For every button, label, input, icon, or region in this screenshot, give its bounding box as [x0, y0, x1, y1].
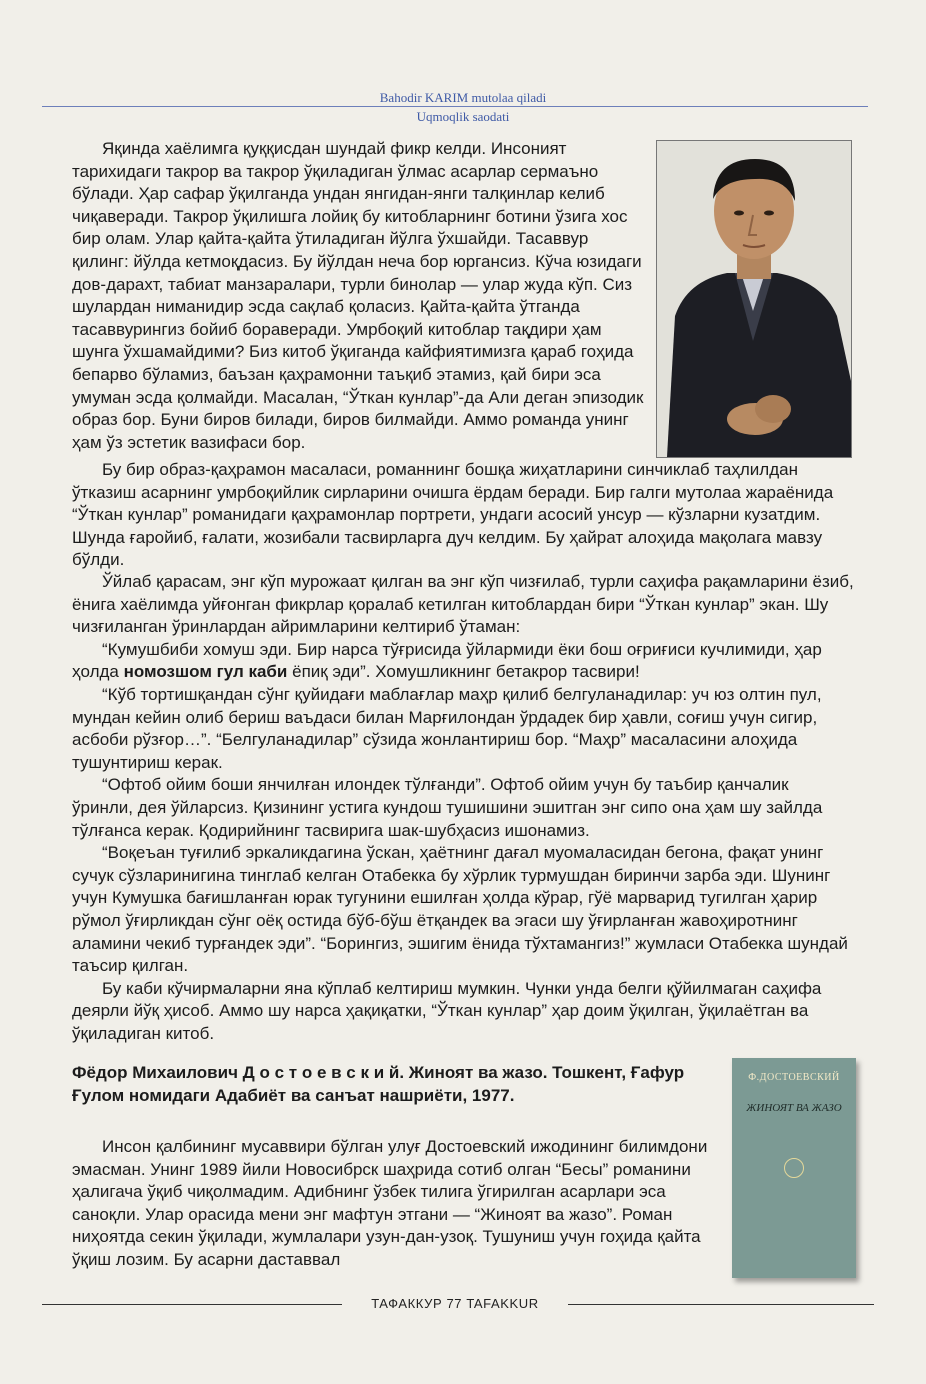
book-cover-author: Ф.ДОСТОЕВСКИЙ: [748, 1072, 840, 1083]
header-title-line: Uqmoqlik saodati: [416, 109, 510, 124]
book-cover-image: [732, 1058, 856, 1278]
paragraph-quote-kumush: [72, 639, 854, 684]
paragraph-quote-otabek: “Воқеъан туғилиб эркаликдагина ўскан, ҳаётнинг дағал муомаласидан бегона, фақат унинг сучук сўзларинигина тинглаб келган Отабекка бу хўрлик турмушдан биринчи зарба эди. Шунинг учун Кумушка бағишланған юрак тугунини ешилған ҳолда кўрар, гўё марварид тугилган ҳарир рўмол ўғирликдан сўнг оёқ остида бўб-бўш ётқандек ва эгаси шу ўғирланған жавоҳиротнинг аламини чекиб турғандек эди”. “Борингиз, эшигим ёнида тўхтамангиз!” жумласи Отабекка шундай таъсир қилган.: [72, 843, 848, 976]
intro-text-narrow: [72, 138, 644, 454]
book-heading: Фёдор Михаилович Д о с т о е в с к и й. Жиноят ва жазо. Тошкент, Ғафур Ғулом номидаги Адабиёт ва санъат нашриёти, 1977.: [72, 1063, 685, 1105]
quotes-section: [72, 571, 854, 1045]
footer-page-label: ТАФАККУР 77 TAFAKKUR: [371, 1296, 539, 1311]
book-cover-emblem-icon: [784, 1158, 804, 1178]
portrait-illustration: [657, 141, 851, 457]
footer-rule-right: [568, 1304, 874, 1305]
header-rule: [42, 106, 868, 107]
quote-kumush-after: ёпиқ эди”. Хомушликнинг бетакрор тасвири!: [287, 662, 640, 682]
author-portrait-photo: [656, 140, 852, 458]
paragraph-conclusion: Бу каби кўчирмаларни яна кўплаб келтириш мумкин. Чунки унда белги қўйилмаган саҳифа деярли йўқ ҳисоб. Аммо шу нарса ҳақиқатки, “Ўткан кунлар” ҳар доим ўқилган, ўқилаётган ва ўқиладиган китоб.: [72, 978, 822, 1043]
quote-kumush-bold: номозшом гул каби: [123, 662, 288, 682]
paragraph-quote-mahr: “Кўб тортишқандан сўнг қуйидағи маблағлар маҳр қилиб белгуланадилар: уч юз олтин пул, мундан кейин олиб бериш ваъдаси билан Марғилондан ўрдадек бир ҳавли, соғиш учун сигир, асбоби рўзғор…”. “Белгуланадилар” сўзида жонлантириш бор. “Маҳр” масаласини алоҳида тушунтириш керак.: [72, 684, 822, 772]
paragraph-quote-oftob: “Офтоб ойим боши янчилған илондек тўлғанди”. Офтоб ойим учун бу таъбир қанчалик ўринли, дея ўйларсиз. Қизининг устига кундош тушишини эшитган энг сипо она ҳам шу зайлда тўлғанса керак. Қодирийнинг тасвирига шак-шубҳасиз ишонамиз.: [72, 775, 823, 840]
intro-text-wide: [72, 459, 854, 572]
book-text: [72, 1136, 712, 1272]
paragraph-rereading: Ўйлаб қарасам, энг кўп мурожаат қилган ва энг кўп чизғилаб, турли саҳифа рақамларини ёзиб, ёнига хаёлимда уйғонган фикрлар қоралаб кетилган китоблардан бири “Ўткан кунлар” экан. Шу чизғиланган ўринлардан айримларини келтириб ўтаман:: [72, 572, 854, 637]
paragraph-dostoevsky: Инсон қалбининг мусаввири бўлган улуғ Достоевский ижодининг билимдони эмасман. Унинг 1989 йили Новосибрск шаҳрида сотиб олган “Бесы” романини ҳалигача ўқиб чиқолмадим. Адибнинг ўзбек тилига ўгирилган асарлари эса саноқли. Улар орасида мени энг мафтун этгани — “Жиноят ва жазо”. Роман ниҳоятда секин ўқилади, жумлалари узун-дан-узоқ. Тушуниш учун гоҳида қайта ўқиш лозим. Бу асарни даставвал: [72, 1137, 708, 1269]
quote-kumush-before: “Кумушбиби хомуш эди. Бир нарса тўғрисида ўйлармиди ёки бош оғриғиси кучлимиди, ҳар ҳолда: [72, 639, 822, 682]
book-cover-title: ЖИНОЯТ ВА ЖАЗО: [746, 1102, 842, 1114]
footer-rule-left: [42, 1304, 342, 1305]
paragraph-intro: Яқинда хаёлимга қуққисдан шундай фикр келди. Инсоният тарихидаги такрор ва такрор ўқиладиган ўлмас асарлар сермаъно бўлади. Ҳар сафар ўқилганда ундан янгидан-янги талқинлар келиб чиқаверади. Такрор ўқилишга лойиқ бу китобларнинг ботини ўзига хос бир олам. Улар қайта-қайта ўтиладиган йўлга ўхшайди. Тасаввур қилинг: йўлда кетмоқдасиз. Бу йўлдан неча бор юргансиз. Кўча юзидаги дов-дарахт, табиат манзаралари, турли бинолар — улар жуда кўп. Сиз шулардан ниманидир эсда сақлаб қоласиз. Қайта-қайта ўтганда тасаввурингиз бойиб бораверади. Умрбоқий китоблар тақдири ҳам шунга ўхшамайдими? Биз китоб ўқиганда кайфиятимизга қараб гоҳида бепарво бўламиз, баъзан қаҳрамонни таъқиб этамиз, қай бири эса умуман эсда қолмайди. Масалан, “Ўткан кунлар”-да Али деган эпизодик образ бор. Буни биров билади, биров билмайди. Аммо романда унинг ҳам ўз эстетик вазифаси бор.: [72, 139, 644, 452]
header-author-line: Bahodir KARIM mutolaa qiladi: [379, 90, 547, 105]
paragraph-image-analysis: Бу бир образ-қаҳрамон масаласи, романнинг бошқа жиҳатларини синчиклаб таҳлилдан ўтказиш асарнинг умрбоқийлик сирларини очишга ёрдам беради. Бир галги мутолаа жараёнида “Ўткан кунлар” романидаги қаҳрамонлар портрети, ундаги асосий унсур — кўзларни кузатдим. Шунда ғаройиб, ғалати, жозибали тасвирларга дуч келдим. Бу ҳайрат алоҳида мақолага мавзу бўлди.: [72, 460, 834, 570]
